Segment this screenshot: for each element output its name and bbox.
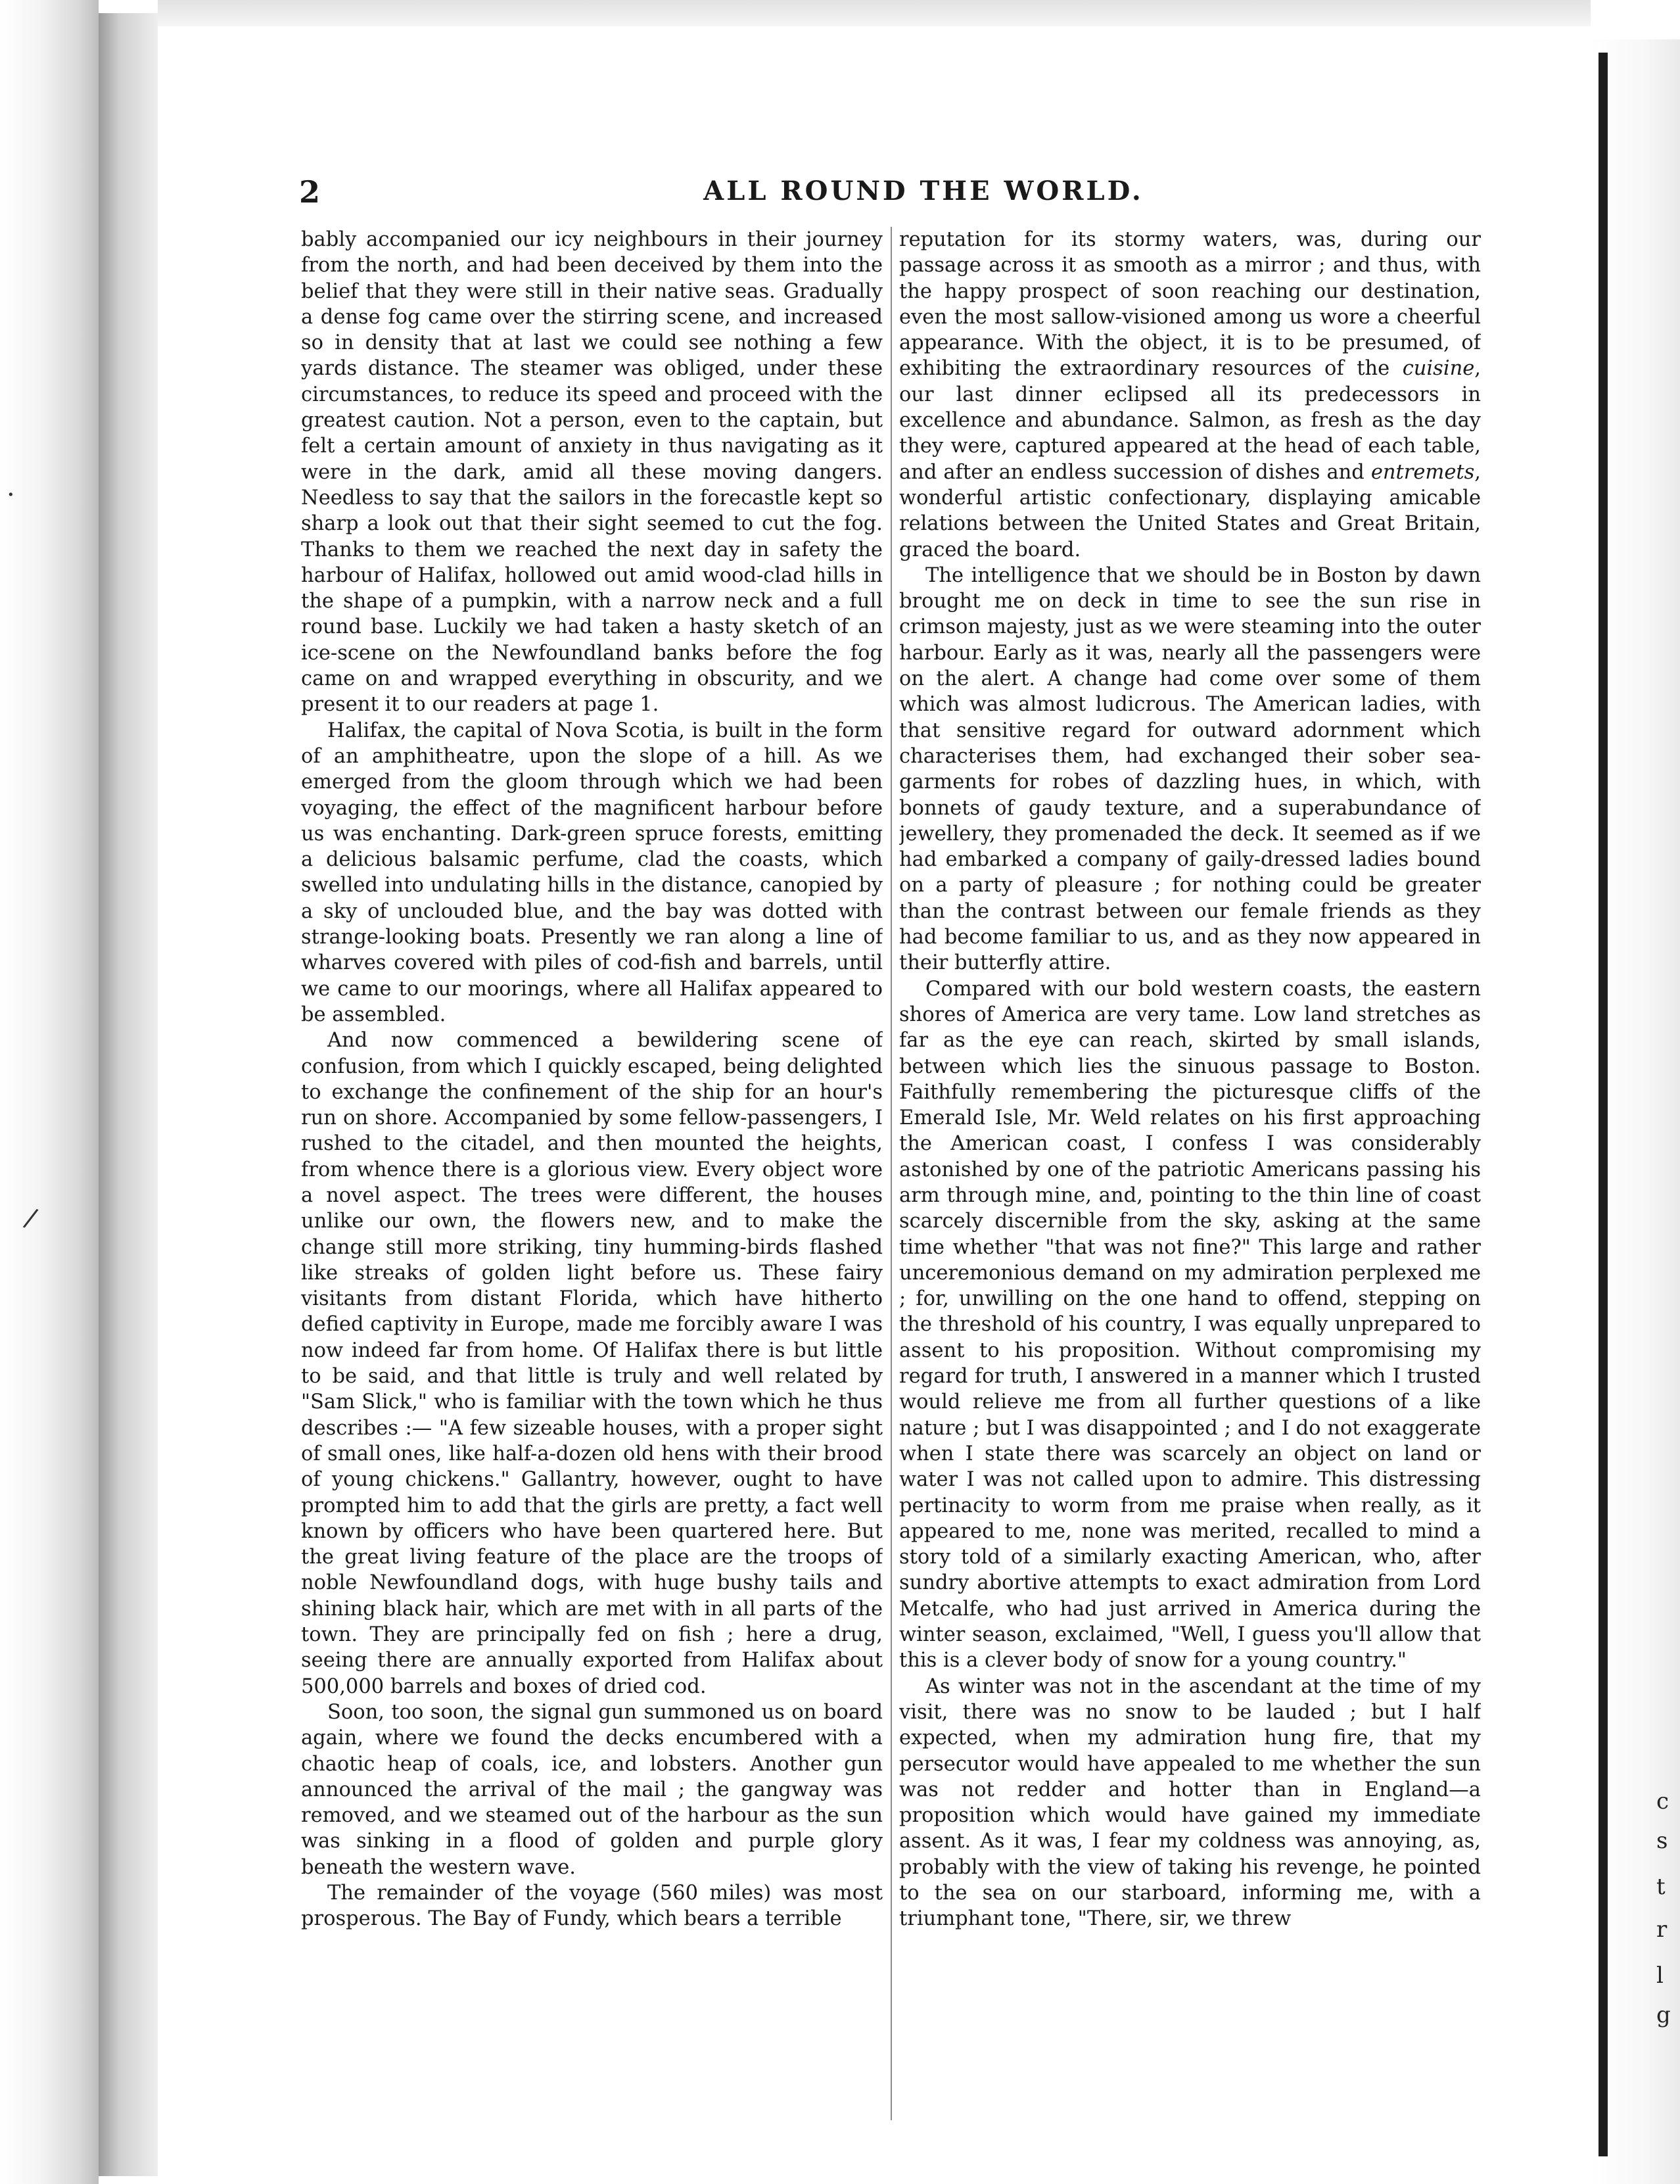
next-page-fragment: s (1656, 1828, 1668, 1854)
next-page-binding-rule (1598, 53, 1608, 2156)
page-header (299, 174, 1548, 220)
scan-stroke-mark: / (21, 1202, 40, 1234)
next-page-fragment: l (1656, 1962, 1664, 1989)
next-page-fragment: t (1656, 1874, 1666, 1900)
scan-left-margin (0, 0, 99, 2184)
paragraph: Compared with our bold western coasts, the eastern shores of America are very tame. Low land stretches as far as the eye can reach, skirted by small islands, between which lies the sinuous passage to Boston. Faithfully remembering the picturesque cliffs of the Emerald Isle, Mr. Weld relates on his first approaching the American coast, I confess I was considerably astonished by one of the patriotic Americans passing his arm through mine, and, pointing to the thin line of coast scarcely discernible from the sky, asking at the same time whether "that was not fine?" This large and rather unceremonious demand on my admiration perplexed me ; for, unwilling on the one hand to offend, stepping on the threshold of his country, I was equally unprepared to assent to his proposition. Without compromising my regard for truth, I answered in a manner which I trusted would relieve me from all further questions of a like nature ; but I was disappointed ; and I do not exaggerate when I state there was scarcely an object on land or water I was not called upon to admire. This distressing pertinacity to worm from me praise when really, as it appeared to me, none was merited, recalled to mind a story told of a similarly exacting American, who, after sundry abortive attempts to exact admiration from Lord Metcalfe, who had just arrived in America during the winter season, exclaimed, "Well, I guess you'll allow that this is a clever body of snow for a young country." (899, 977, 1481, 1673)
paragraph: Halifax, the capital of Nova Scotia, is built in the form of an amphitheatre, upon the slope of a hill. As we emerged from the gloom through which we had been voyaging, the effect of the magnificent harbour before us was enchanting. Dark-green spruce forests, emitting a delicious balsamic perfume, clad the coasts, which swelled into undulating hills in the distance, canopied by a sky of unclouded blue, and the bay was dotted with strange-looking boats. Presently we ran along a line of wharves covered with piles of cod-fish and barrels, until we came to our moorings, where all Halifax appeared to be assembled. (301, 719, 883, 1026)
paragraph: Soon, too soon, the signal gun summoned us on board again, where we found the decks encumbered with a chaotic heap of coals, ice, and lobsters. Another gun announced the arrival of the mail ; the gangway was removed, and we steamed out of the harbour as the sun was sinking in a flood of golden and purple glory beneath the western wave. (301, 1700, 883, 1879)
next-page-fragment: c (1656, 1788, 1669, 1815)
paragraph: The remainder of the voyage (560 miles) was most prosperous. The Bay of Fundy, which bears a terrible (301, 1882, 883, 1931)
next-page-fragment: r (1656, 1916, 1668, 1943)
paragraph: As winter was not in the ascendant at the time of my visit, there was no snow to be lauded ; but I half expected, when my admiration hung fire, that my persecutor would have appealed to me whether the sun was not redder and hotter than in England—a proposition which would have gained my immediate assent. As it was, I fear my coldness was annoying, as, probably with the view of taking his revenge, he pointed to the sea on our starboard, informing me, with a triumphant tone, "There, sir, we threw (899, 1674, 1481, 1931)
running-title: ALL ROUND THE WORLD. (703, 176, 1144, 206)
column-divider (891, 227, 892, 2120)
next-page-fragment: g (1656, 2002, 1671, 2028)
right-text-column (899, 227, 1481, 2120)
page-gutter-shadow (99, 13, 158, 2176)
paragraph: The intelligence that we should be in Boston by dawn brought me on deck in time to see the sun rise in crimson majesty, just as we were steaming into the outer harbour. Early as it was, nearly all the passengers were on the alert. A change had come over some of them which was almost ludicrous. The American ladies, with that sensitive regard for outward adornment which characterises them, had exchanged their sober sea-garments for robes of dazzling hues, in which, with bonnets of gaudy texture, and a superabundance of jewellery, they promenaded the deck. It seemed as if we had embarked a company of gaily-dressed ladies bound on a party of pleasure ; for nothing could be greater than the contrast between our female friends as they had become familiar to us, and as they now appeared in their butterfly attire. (899, 563, 1481, 975)
page-number: 2 (299, 174, 321, 210)
paragraph: reputation for its stormy waters, was, during our passage across it as smooth as a mirror ; and thus, with the happy prospect of soon reaching our destination, even the most sallow-visioned among us wore a cheerful appearance. With the object, it is to be presumed, of exhibiting the extraordinary resources of the cuisine, our last dinner eclipsed all its predecessors in excellence and abundance. Salmon, as fresh as the day they were, captured appeared at the head of each table, and after an endless succession of dishes and entremets, wonderful artistic confectionary, displaying amicable relations between the United States and Great Britain, graced the board. (899, 228, 1481, 561)
left-text-column (301, 227, 883, 2120)
scan-speck-mark: · (7, 480, 15, 510)
paragraph: And now commenced a bewildering scene of confusion, from which I quickly escaped, being delighted to exchange the confinement of the ship for an hour's run on shore. Accompanied by some fellow-passengers, I rushed to the citadel, and then mounted the heights, from whence there is a glorious view. Every object wore a novel aspect. The trees were different, the houses unlike our own, the flowers new, and to make the change still more striking, tiny humming-birds flashed like streaks of golden light before us. These fairy visitants from distant Florida, which have hitherto defied captivity in Europe, made me forcibly aware I was now indeed far from home. Of Halifax there is but little to be said, and that little is truly and well related by "Sam Slick," who is familiar with the town which he thus describes :— "A few sizeable houses, with a proper sight of small ones, like half-a-dozen old hens with their brood of young chickens." Gallantry, however, ought to have prompted him to add that the girls are pretty, a fact well known by officers who have been quartered here. But the great living feature of the place are the troops of noble Newfoundland dogs, with huge bushy tails and shining black hair, which are met with in all parts of the town. They are principally fed on fish ; here a drug, seeing there are annually exported from Halifax about 500,000 barrels and boxes of dried cod. (301, 1029, 883, 1698)
paragraph: bably accompanied our icy neighbours in their journey from the north, and had been deceived by them into the belief that they were still in their native seas. Gradually a dense fog came over the stirring scene, and increased so in density that at last we could see nothing a few yards distance. The steamer was obliged, under these circumstances, to reduce its speed and proceed with the greatest caution. Not a person, even to the captain, but felt a certain amount of anxiety in thus navigating as it were in the dark, amid all these moving dangers. Needless to say that the sailors in the forecastle kept so sharp a look out that their sight seemed to cut the fog. Thanks to them we reached the next day in safety the harbour of Halifax, hollowed out amid wood-clad hills in the shape of a pumpkin, with a narrow neck and a full round base. Luckily we had taken a hasty sketch of an ice-scene on the Newfoundland banks before the fog came on and wrapped everything in obscurity, and we present it to our readers at page 1. (301, 228, 883, 717)
